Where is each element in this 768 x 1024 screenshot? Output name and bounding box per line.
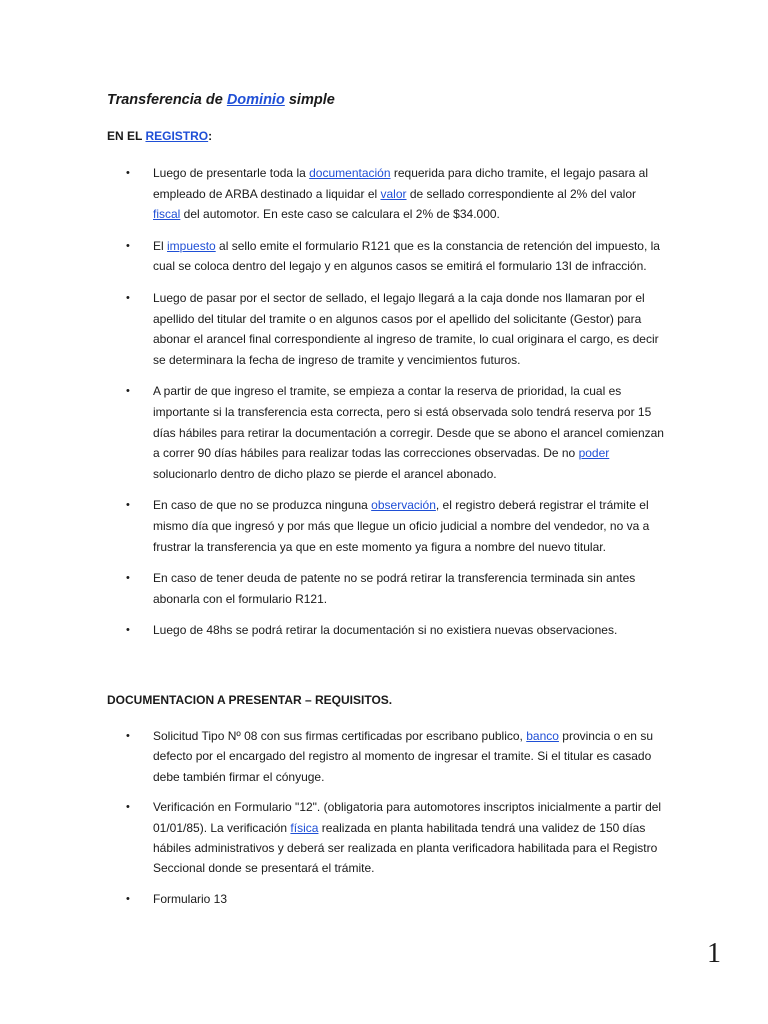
- list-item: [126, 620, 664, 641]
- text-segment: , el registro deberá registrar el trámite el mismo día que ingresó y por más que llegue un oficio judicial a nombre del vendedor, no va a frustrar la transferencia ya que en este momento ya figura a nombre del nuevo titular.: [153, 498, 650, 554]
- text-segment: A partir de que ingreso el tramite, se empieza a contar la reserva de prioridad, la cual es importante si la transferencia esta correcta, pero si está observada solo tendrá reserva por 15 días hábiles para retirar la documentación a corregir. Desde que se abono el arancel comienzan a correr 90 días hábiles para realizar todas las correcciones observadas. De no: [153, 384, 664, 461]
- link-documentacion[interactable]: documentación: [309, 166, 391, 180]
- list-item: [126, 381, 664, 484]
- list-item: [126, 568, 664, 609]
- text-segment: al sello emite el formulario R121 que es la constancia de retención del impuesto, la cual se coloca dentro del legajo y en algunos casos se emitirá el formulario 13I de infracción.: [153, 238, 660, 274]
- text-segment: de sellado correspondiente al 2% del valor: [406, 186, 636, 201]
- bullet-list-registro: [126, 163, 664, 652]
- text-segment: EN EL: [107, 129, 146, 143]
- list-item: [126, 889, 664, 909]
- text-segment: Transferencia de: [107, 92, 227, 108]
- link-observacion[interactable]: observación: [371, 498, 436, 513]
- list-item: [126, 288, 664, 370]
- link-fisica[interactable]: física: [290, 820, 319, 835]
- text-segment: Luego de 48hs se podrá retirar la documentación si no existiera nuevas observaciones.: [153, 623, 618, 638]
- bullet-list-requisitos: [126, 726, 664, 919]
- text-segment: Luego de pasar por el sector de sellado, el legajo llegará a la caja donde nos llamaran por el apellido del titular del tramite o en algunos casos por el apellido del solicitante (Gestor) para abonar el arancel final correspondiente al ingreso de tramite, lo cual originara el cargo, es decir se determinara la fecha de ingreso de tramite y vencimientos futuros.: [153, 290, 659, 367]
- list-item: [126, 726, 664, 787]
- text-segment: En caso de tener deuda de patente no se podrá retirar la transferencia terminada sin antes abonarla con el formulario R121.: [153, 571, 636, 606]
- page-number: 1: [707, 938, 721, 969]
- section-heading-requisitos: [107, 693, 392, 707]
- list-item: [126, 163, 664, 225]
- text-segment: En caso de que no se produzca ninguna: [153, 498, 372, 513]
- text-segment: realizada en planta habilitada tendrá una validez de 150 días hábiles administrativos y deberá ser realizada en planta verificadora habilitada para el Registro Seccional donde se presentará el trámite.: [153, 820, 658, 876]
- text-segment: del automotor. En este caso se calculara el 2% de $34.000.: [180, 207, 500, 222]
- section-heading-registro: [107, 129, 212, 143]
- list-item: [126, 236, 664, 277]
- text-segment: Solicitud Tipo Nº 08 con sus firmas certificadas por escribano publico,: [153, 729, 527, 743]
- link-valor[interactable]: valor: [380, 186, 407, 201]
- text-segment: Formulario 13: [153, 891, 228, 906]
- text-segment: DOCUMENTACION A PRESENTAR – REQUISITOS.: [107, 693, 393, 707]
- text-segment: provincia o en su defecto por el encargado del registro al momento de ingresar el tramite. Si el titular es casado debe también firmar el cónyuge.: [153, 729, 653, 784]
- text-segment: :: [208, 129, 213, 143]
- link-fiscal[interactable]: fiscal: [153, 207, 181, 222]
- list-item: [126, 495, 664, 557]
- text-segment: Luego de presentarle toda la: [153, 166, 310, 180]
- text-segment: Verificación en Formulario "12". (obligatoria para automotores inscriptos inicialmente a partir del 01/01/85). La verificación: [153, 800, 662, 835]
- text-segment: requerida para dicho tramite, el legajo pasara al empleado de ARBA destinado a liquidar el: [153, 166, 648, 201]
- document-title: [107, 92, 335, 108]
- link-impuesto[interactable]: impuesto: [167, 238, 216, 253]
- text-segment: solucionarlo dentro de dicho plazo se pierde el arancel abonado.: [153, 466, 497, 481]
- link-registro[interactable]: REGISTRO: [145, 129, 209, 143]
- list-item: [126, 797, 664, 879]
- link-dominio[interactable]: Dominio: [226, 92, 285, 108]
- link-poder[interactable]: poder: [578, 446, 610, 461]
- link-banco[interactable]: banco: [526, 729, 559, 743]
- text-segment: simple: [284, 92, 335, 108]
- text-segment: El: [153, 238, 168, 253]
